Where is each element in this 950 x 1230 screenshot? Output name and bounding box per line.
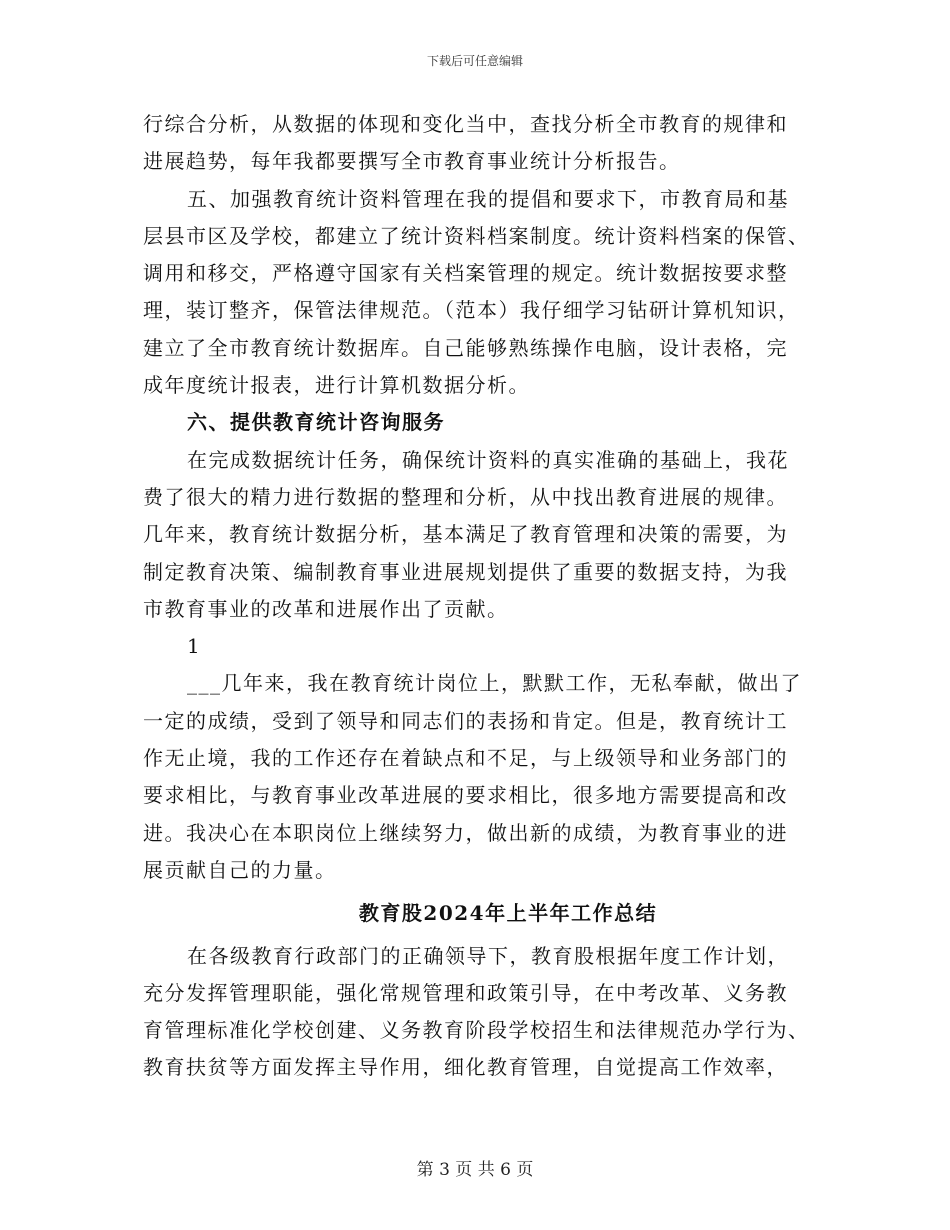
text-line: 一定的成绩，受到了领导和同志们的表扬和肯定。但是，教育统计工 [143, 708, 788, 733]
text-line: 1 [187, 634, 202, 659]
text-line: 作无止境，我的工作还存在着缺点和不足，与上级领导和业务部门的 [143, 746, 788, 771]
paragraph-conclusion [143, 665, 833, 889]
text-line: 成年度统计报表，进行计算机数据分析。 [143, 373, 530, 398]
text-line: 六、提供教育统计咨询服务 [187, 410, 445, 435]
text-line: 要求相比，与教育事业改革进展的要求相比，很多地方需要提高和改 [143, 783, 788, 808]
paragraph-summary-intro [143, 938, 833, 1087]
text-line: 制定教育决策、编制教育事业进展规划提供了重要的数据支持，为我 [143, 559, 788, 584]
document-title: 教育股2024年上半年工作总结 [358, 901, 658, 926]
text-line: 五、加强教育统计资料管理在我的提倡和要求下，市教育局和基 [187, 186, 789, 211]
text-line: 建立了全市教育统计数据库。自己能够熟练操作电脑，设计表格，完 [143, 335, 788, 360]
text-line: 市教育事业的改革和进展作出了贡献。 [143, 596, 509, 621]
text-line: 进。我决心在本职岗位上继续努力，做出新的成绩，为教育事业的进 [143, 820, 788, 845]
text-line: 费了很大的精力进行数据的整理和分析，从中找出教育进展的规律。 [143, 484, 788, 509]
document-body [143, 106, 833, 1087]
paragraph-section-five [143, 181, 833, 405]
page-footer: 第 3 页 共 6 页 [416, 1160, 534, 1180]
paragraph-number-marker [143, 628, 833, 665]
text-line: 调用和移交，严格遵守国家有关档案管理的规定。统计数据按要求整 [143, 261, 788, 286]
text-line: 教育扶贫等方面发挥主导作用，细化教育管理，自觉提高工作效率， [143, 1055, 788, 1080]
text-line: 进展趋势，每年我都要撰写全市教育事业统计分析报告。 [143, 149, 681, 174]
paragraph-consulting-service [143, 442, 833, 628]
paragraph-analysis-continued [143, 106, 833, 181]
text-line: 育管理标准化学校创建、义务教育阶段学校招生和法律规范办学行为、 [143, 1018, 810, 1043]
text-line: 行综合分析，从数据的体现和变化当中，查找分析全市教育的规律和 [143, 112, 788, 136]
text-line: 几年来，教育统计数据分析，基本满足了教育管理和决策的需要，为 [143, 522, 788, 547]
text-line: 理，装订整齐，保管法律规范。（范本）我仔细学习钻研计算机知识， [143, 298, 800, 323]
text-line: 在完成数据统计任务，确保统计资料的真实准确的基础上，我花 [187, 447, 789, 472]
page-header: 下载后可任意编辑 [426, 54, 523, 68]
text-line: ___几年来，我在教育统计岗位上，默默工作，无私奉献，做出了 [187, 671, 802, 696]
section-heading-six [143, 404, 833, 441]
text-line: 层县市区及学校，都建立了统计资料档案制度。统计资料档案的保管、 [143, 223, 810, 248]
text-line: 展贡献自己的力量。 [143, 857, 337, 882]
text-line: 充分发挥管理职能，强化常规管理和政策引导，在中考改革、义务教 [143, 980, 788, 1005]
text-line: 在各级教育行政部门的正确领导下，教育股根据年度工作计划， [187, 943, 789, 968]
